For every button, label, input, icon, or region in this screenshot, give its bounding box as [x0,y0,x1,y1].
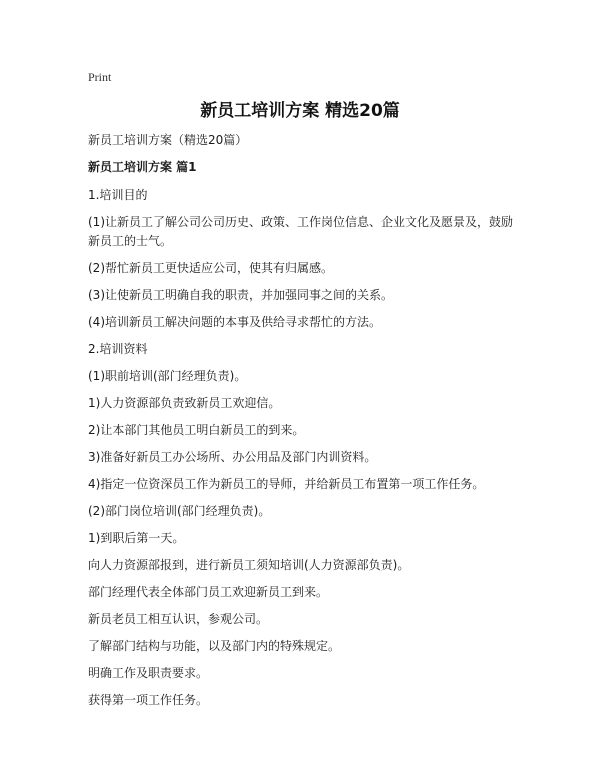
paragraph: 新员工培训方案（精选20篇） [88,133,248,147]
paragraph: 2.培训资料 [88,342,148,356]
paragraph: (1)让新员工了解公司公司历史、政策、工作岗位信息、企业文化及愿景及，鼓励新员工的士气。 [88,215,514,248]
document-body [88,131,520,718]
paragraph: 1)到职后第一天。 [88,531,185,545]
paragraph: 新员老员工相互认识，参观公司。 [88,612,269,626]
paragraph: 明确工作及职责要求。 [88,666,209,680]
paragraph: 2)让本部门其他员工明白新员工的到来。 [88,423,305,437]
paragraph: 4)指定一位资深员工作为新员工的导师，并给新员工布置第一项工作任务。 [88,477,485,491]
paragraph: 1)人力资源部负责致新员工欢迎信。 [88,396,281,410]
print-label[interactable]: Print [88,70,112,84]
paragraph: 1.培训目的 [88,188,148,202]
paragraph: (2)部门岗位培训(部门经理负责)。 [88,504,271,518]
paragraph: 部门经理代表全体部门员工欢迎新员工到来。 [88,585,329,599]
paragraph: (2)帮忙新员工更快适应公司，使其有归属感。 [88,261,333,275]
paragraph: (1)职前培训(部门经理负责)。 [88,369,247,383]
paragraph: 获得第一项工作任务。 [88,693,209,707]
paragraph: 向人力资源部报到，进行新员工须知培训(人力资源部负责)。 [88,558,410,572]
section-heading: 新员工培训方案 篇1 [88,160,197,174]
paragraph: (4)培训新员工解决问题的本事及供给寻求帮忙的方法。 [88,315,382,329]
paragraph: 了解部门结构与功能，以及部门内的特殊规定。 [88,639,341,653]
paragraph: (3)让使新员工明确自我的职责，并加强同事之间的关系。 [88,288,394,302]
paragraph: 3)准备好新员工办公场所、办公用品及部门内训资料。 [88,450,377,464]
document-title: 新员工培训方案 精选20篇 [200,101,400,121]
